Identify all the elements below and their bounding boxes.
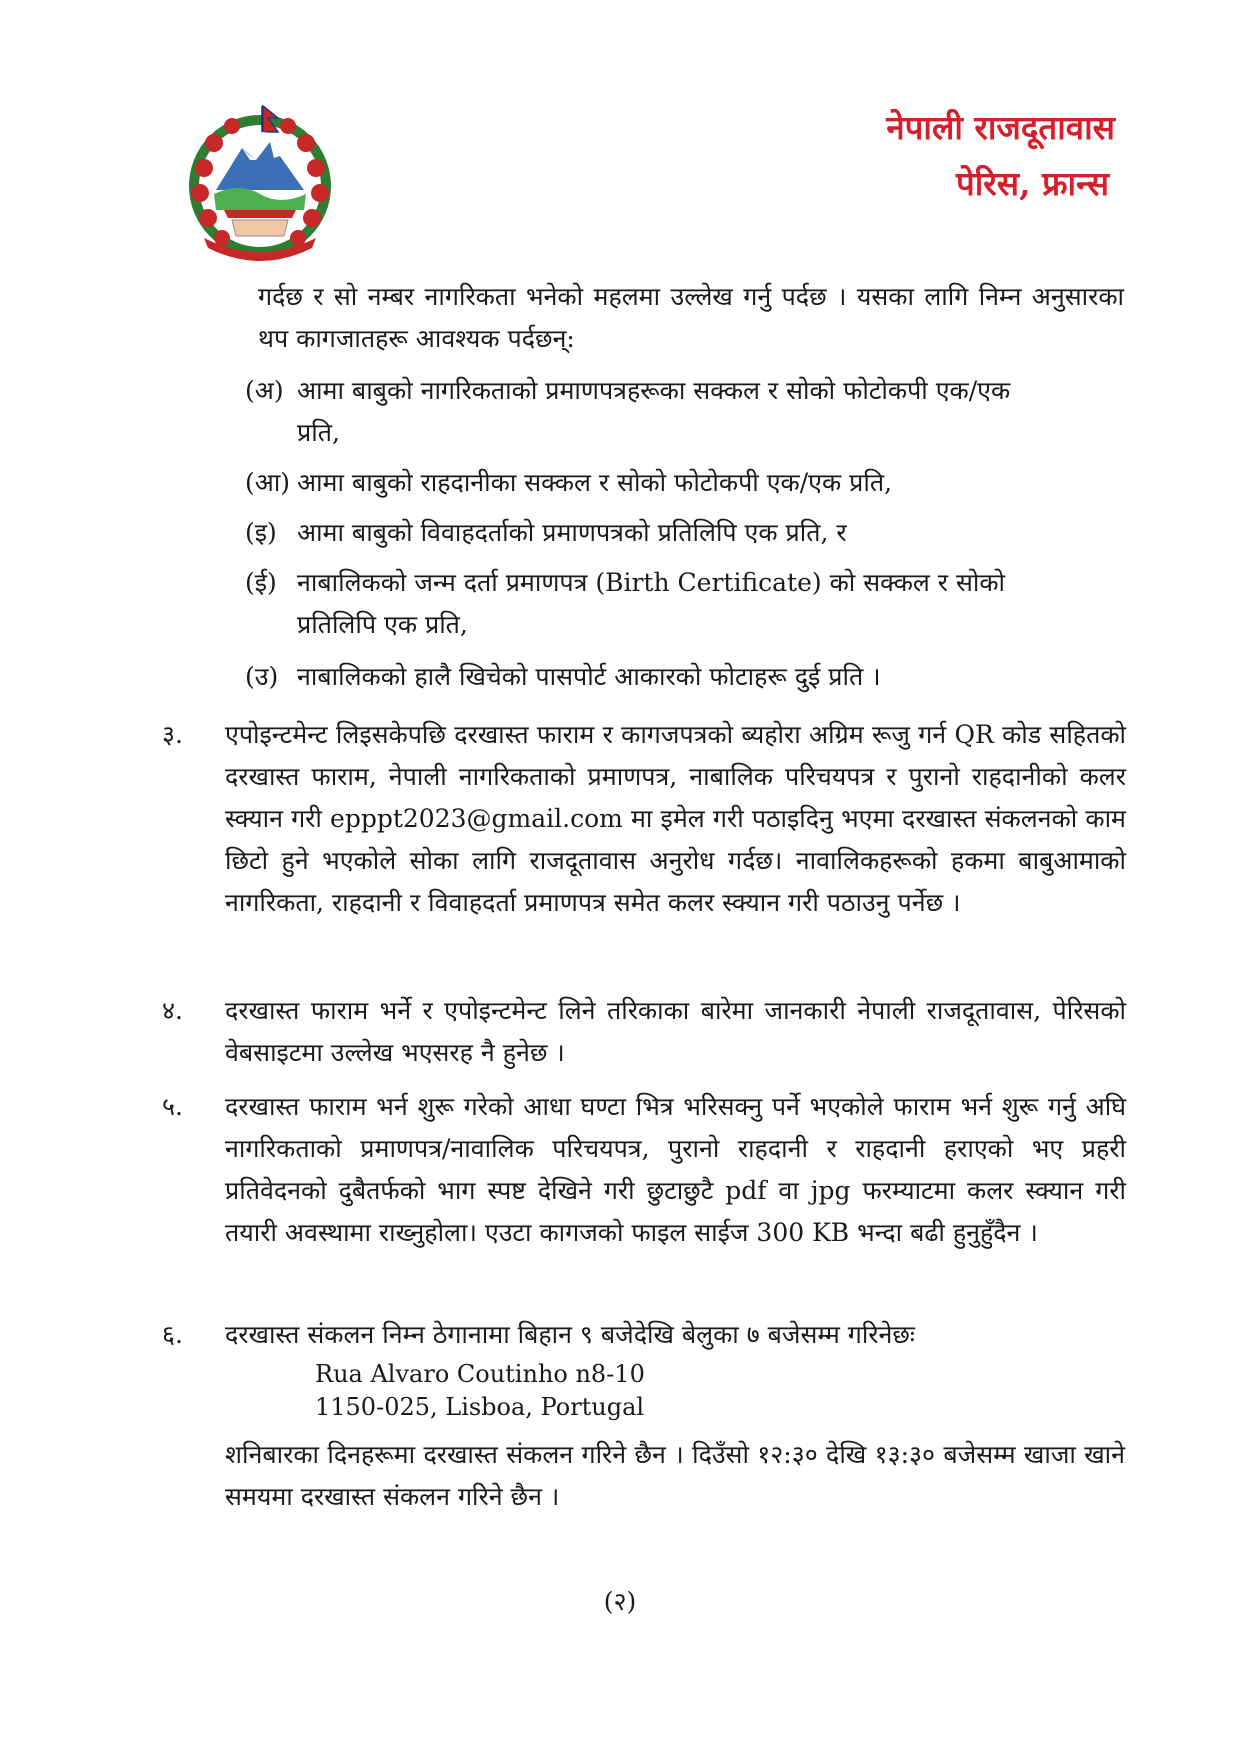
numbered-item-6 <box>162 1314 1126 1356</box>
list-item-continuation: प्रति, <box>297 418 340 447</box>
item-text: दरखास्त फाराम भर्ने र एपोइन्टमेन्ट लिने तरिकाका बारेमा जानकारी नेपाली राजदूतावास, पेरिसको वेबसाइटमा उल्लेख भएसरह नै हुनेछ । <box>225 996 1126 1067</box>
item-text: एपोइन्टमेन्ट लिइसकेपछि दरखास्त फाराम र कागजपत्रको ब्यहोरा अग्रिम रूजु गर्न QR कोड सहितको दरखास्त फाराम, नेपाली नागरिकताको प्रमाणपत्र, नाबालिक परिचयपत्र र पुरानो राहदानीको कलर स्क्यान गरी epppt2023@gmail.com मा इमेल गरी पठाइदिनु भएमा दरखास्त संकलनको काम छिटो हुने भएकोले सोका लागि राजदूतावास अनुरोध गर्दछ। नावालिकहरूको हकमा बाबुआमाको नागरिकता, राहदानी र विवाहदर्ता प्रमाणपत्र समेत कलर स्क्यान गरी पठाउनु पर्नेछ । <box>225 720 1126 917</box>
list-item-text: आमा बाबुको नागरिकताको प्रमाणपत्रहरूका सक्कल र सोको फोटोकपी एक/एक <box>297 376 1011 405</box>
list-item-continuation: प्रतिलिपि एक प्रति, <box>297 610 468 639</box>
numbered-item-5 <box>162 1086 1126 1254</box>
item-text: दरखास्त फाराम भर्न शुरू गरेको आधा घण्टा भित्र भरिसक्नु पर्ने भएकोले फाराम भर्न शुरू गर्नु अघि नागरिकताको प्रमाणपत्र/नावालिक परिचयपत्र, पुरानो राहदानी र राहदानी हराएको भए प्रहरी प्रतिवेदनको दुबैतर्फको भाग स्पष्ट देखिने गरी छुटाछुटै pdf वा jpg फरम्याटमा कलर स्क्यान गरी तयारी अवस्थामा राख्नुहोला। एउटा कागजको फाइल साईज 300 KB भन्दा बढी हुनुहुँदैन । <box>225 1092 1126 1247</box>
list-item <box>245 656 1125 698</box>
item-number: ६. <box>162 1320 183 1349</box>
list-item-mark: (इ) <box>245 518 277 547</box>
closing-paragraph: शनिबारका दिनहरूमा दरखास्त संकलन गरिने छैन । दिउँसो १२:३० देखि १३:३० बजेसम्म खाजा खाने समयमा दरखास्त संकलन गरिने छैन । <box>225 1440 1125 1511</box>
numbered-item-4 <box>162 990 1126 1074</box>
embassy-header <box>886 100 1115 212</box>
embassy-name: नेपाली राजदूतावास <box>886 108 1115 147</box>
address-block <box>315 1358 645 1424</box>
intro-paragraph: गर्दछ र सो नम्बर नागरिकता भनेको महलमा उल्लेख गर्नु पर्दछ । यसका लागि निम्न अनुसारका थप कागजातहरू आवश्यक पर्दछन्: <box>258 282 1124 353</box>
list-item <box>245 512 1125 554</box>
item-number: ४. <box>162 996 183 1025</box>
list-item-text: नाबालिकको जन्म दर्ता प्रमाणपत्र (Birth Certificate) को सक्कल र सोको <box>297 568 1006 597</box>
list-item-mark: (आ) <box>245 468 291 497</box>
list-item-text: आमा बाबुको विवाहदर्ताको प्रमाणपत्रको प्रतिलिपि एक प्रति, र <box>297 518 847 547</box>
list-item-text: नाबालिकको हालै खिचेको पासपोर्ट आकारको फोटाहरू दुई प्रति । <box>297 662 881 691</box>
item-number: ३. <box>162 720 183 749</box>
list-item-text: आमा बाबुको राहदानीका सक्कल र सोको फोटोकपी एक/एक प्रति, <box>297 468 893 497</box>
list-item <box>245 462 1125 504</box>
item-text: दरखास्त संकलन निम्न ठेगानामा बिहान ९ बजेदेखि बेलुका ७ बजेसम्म गरिनेछः <box>225 1320 915 1349</box>
list-item <box>245 370 1125 454</box>
numbered-item-3 <box>162 714 1126 924</box>
list-item <box>245 562 1125 646</box>
page-number: (२) <box>603 1587 637 1616</box>
list-item-mark: (उ) <box>245 662 279 691</box>
address-line-2: 1150-025, Lisboa, Portugal <box>315 1393 645 1421</box>
list-item-mark: (अ) <box>245 376 284 405</box>
nepal-coat-of-arms-icon <box>180 98 340 268</box>
item-number: ५. <box>162 1092 183 1121</box>
list-item-mark: (ई) <box>245 568 277 597</box>
embassy-location: पेरिस, फ्रान्स <box>956 164 1109 203</box>
address-line-1: Rua Alvaro Coutinho n8-10 <box>315 1360 645 1388</box>
